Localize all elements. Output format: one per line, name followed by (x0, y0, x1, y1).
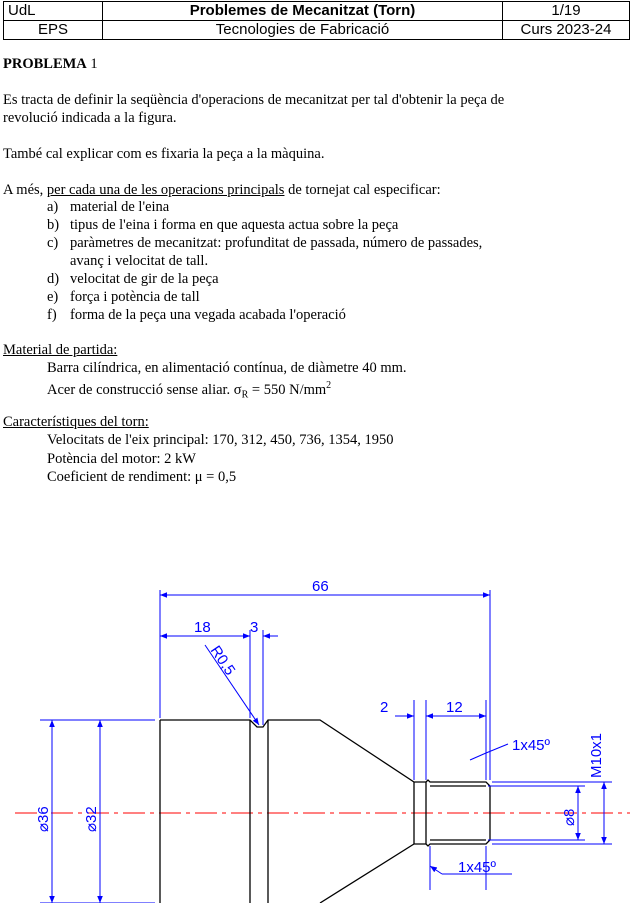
dim-groove-3: 3 (250, 619, 259, 636)
material-heading: Material de partida: (3, 342, 118, 358)
list-item-letter: c) (47, 235, 59, 251)
list-item: velocitat de gir de la peça (70, 271, 219, 287)
spec-underlined: per cada una de les operacions principals (46, 182, 285, 198)
list-item-letter: d) (47, 271, 60, 287)
header-title: Problemes de Mecanitzat (Torn) (103, 2, 503, 21)
material-stress: = 550 N/mm (248, 381, 327, 398)
header-table (3, 1, 630, 40)
fixation-text: També cal explicar com es fixaria la peça a la màquina. (3, 146, 325, 162)
dim-length-12: 12 (446, 699, 463, 716)
intro-line-2: revolució indicada a la figura. (3, 110, 177, 126)
list-item-letter: e) (47, 289, 59, 305)
lathe-heading: Característiques del torn: (3, 414, 149, 430)
list-item: força i potència de tall (70, 289, 200, 305)
lathe-power: Potència del motor: 2 kW (47, 451, 196, 467)
header-school: EPS (4, 21, 103, 40)
material-line-2 (47, 377, 331, 405)
list-item: paràmetres de mecanitzat: profunditat de passada, número de passades, (70, 235, 483, 251)
dim-chamfer-top: 1x45º (512, 737, 551, 754)
dim-length-18: 18 (194, 619, 211, 636)
dim-diameter-32: ⌀32 (83, 806, 100, 832)
dim-diameter-8: ⌀8 (561, 808, 578, 826)
intro-line-1: Es tracta de definir la seqüència d'operacions de mecanitzat per tal d'obtenir la peça de (3, 92, 505, 108)
material-line-1: Barra cilíndrica, en alimentació contínua, de diàmetre 40 mm. (47, 360, 407, 376)
material-sigma-sub: R (241, 389, 249, 401)
header-page: 1/19 (503, 2, 630, 21)
list-item-letter: f) (47, 307, 57, 323)
problem-label: PROBLEMA (3, 56, 87, 72)
spec-intro (3, 181, 441, 199)
dim-total-length: 66 (312, 578, 329, 595)
spec-suffix: de tornejat cal especificar: (288, 182, 441, 198)
dim-thread: M10x1 (588, 732, 605, 778)
header-subject: Tecnologies de Fabricació (103, 21, 503, 40)
dim-diameter-36: ⌀36 (35, 806, 52, 832)
problem-heading (3, 55, 98, 73)
list-item-continuation: avanç i velocitat de tall. (70, 253, 209, 269)
problem-number: 1 (90, 56, 98, 72)
dim-radius: R0,5 (206, 642, 239, 679)
technical-drawing (0, 570, 634, 903)
dim-chamfer-bottom: 1x45º (458, 859, 497, 876)
material-unit-sup: 2 (326, 380, 332, 391)
lathe-speeds: Velocitats de l'eix principal: 170, 312, 450, 736, 1354, 1950 (47, 432, 394, 448)
list-item: material de l'eina (70, 199, 170, 215)
header-institution: UdL (4, 2, 103, 21)
list-item: forma de la peça una vegada acabada l'operació (70, 307, 346, 323)
lathe-efficiency: Coeficient de rendiment: μ = 0,5 (47, 469, 237, 485)
part-outline (160, 720, 490, 903)
list-item-letter: b) (47, 217, 60, 233)
material-sigma: Acer de construcció sense aliar. σ (47, 381, 242, 398)
dim-groove-2: 2 (380, 699, 389, 716)
list-item-letter: a) (47, 199, 59, 215)
spec-prefix: A més, (3, 182, 44, 198)
list-item: tipus de l'eina i forma en que aquesta actua sobre la peça (70, 217, 399, 233)
header-course: Curs 2023-24 (503, 21, 630, 40)
